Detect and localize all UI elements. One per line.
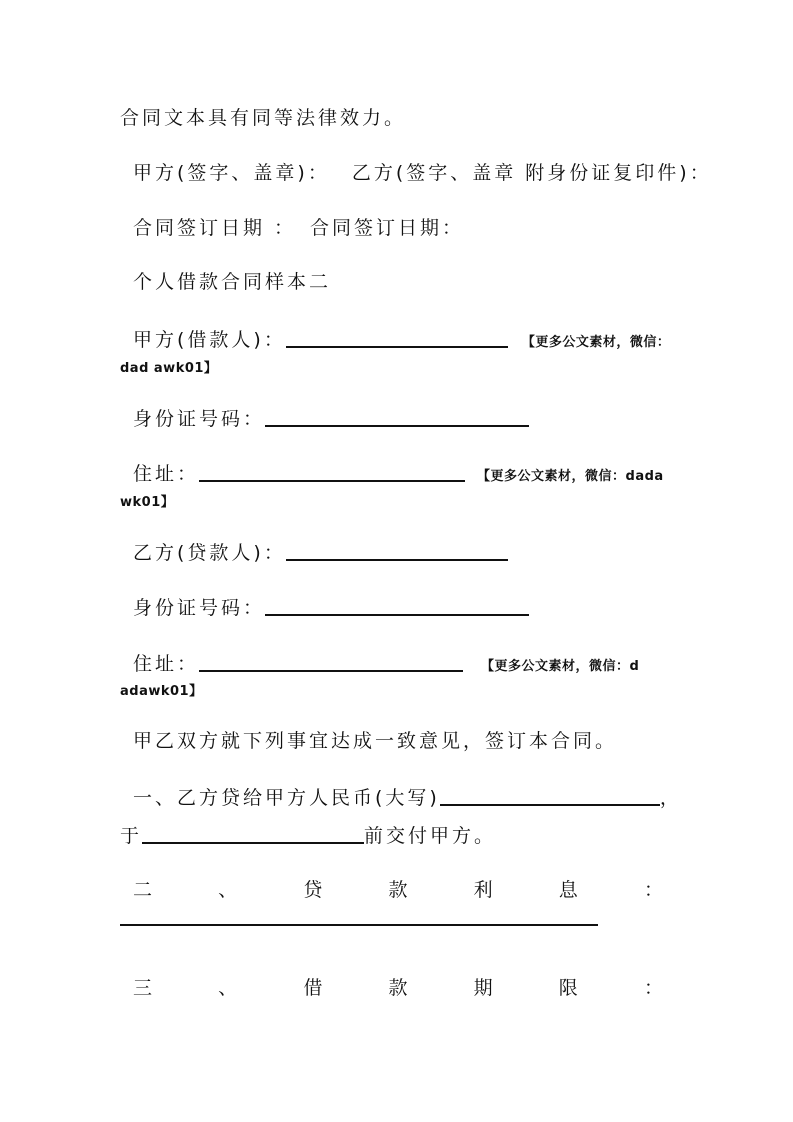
clause-3-char: 限 <box>558 977 578 999</box>
agreement-line: 甲乙双方就下列事宜达成一致意见，签订本合同。 <box>133 730 618 752</box>
borrower-address-note-tail: adawk01】 <box>120 684 203 699</box>
clause-1-text: 一、乙方贷给甲方人民币(大写) <box>133 787 440 809</box>
clause-2-heading <box>133 878 663 902</box>
clause-2-char: 利 <box>473 879 493 901</box>
clause-3-char: ： <box>643 977 663 999</box>
signature-line <box>133 161 712 185</box>
clause-2-char: 二 <box>133 879 153 901</box>
lender-note: 【更多公文素材，微信： <box>521 335 671 350</box>
clause-1-continuation <box>120 822 496 848</box>
lender-address-note: 【更多公文素材，微信：dada <box>477 469 664 484</box>
borrower-id-blank <box>265 594 529 616</box>
borrower-id-line <box>133 594 529 620</box>
borrower-address-note: 【更多公文素材，微信：d <box>481 659 640 674</box>
signing-date-line <box>133 216 464 240</box>
clause-3-char: 款 <box>388 977 408 999</box>
lender-id-line <box>133 405 529 431</box>
borrower-address-line <box>133 650 639 679</box>
lender-id-label: 身份证号码： <box>133 408 266 430</box>
party-b-signing-date-label: 合同签订日期： <box>310 217 465 239</box>
lender-label: 甲方(借款人)： <box>133 329 286 351</box>
party-b-signature-label: 乙方(签字、盖章 附身份证复印件)： <box>351 162 712 184</box>
amount-in-words-blank <box>440 784 660 806</box>
validity-line: 合同文本具有同等法律效力。 <box>120 107 407 129</box>
lender-address-line <box>133 460 664 489</box>
clause-2-char: 贷 <box>303 879 323 901</box>
borrower-address-label: 住址： <box>133 653 200 675</box>
lender-address-label: 住址： <box>133 463 200 485</box>
clause-1-comma: ， <box>659 787 682 809</box>
clause-1-continuation-start: 于 <box>120 825 143 847</box>
lender-address-blank <box>199 460 465 482</box>
interest-rate-blank <box>120 924 598 926</box>
delivery-date-blank <box>142 822 364 844</box>
clause-1-continuation-end: 前交付甲方。 <box>364 825 497 847</box>
clause-2-char: 、 <box>218 879 238 901</box>
lender-name-blank <box>286 326 508 348</box>
sample-title: 个人借款合同样本二 <box>133 271 332 293</box>
clause-2-char: 款 <box>388 879 408 901</box>
borrower-label: 乙方(贷款人)： <box>133 542 286 564</box>
clause-2-char: ： <box>643 879 663 901</box>
borrower-line <box>133 539 508 565</box>
clause-2-char: 息 <box>558 879 578 901</box>
borrower-id-label: 身份证号码： <box>133 597 266 619</box>
clause-3-char: 期 <box>473 977 493 999</box>
clause-3-char: 借 <box>303 977 323 999</box>
clause-3-heading <box>133 976 663 1000</box>
borrower-name-blank <box>286 539 508 561</box>
lender-address-note-tail: wk01】 <box>120 495 175 510</box>
party-a-signing-date-label: 合同签订日期 ： <box>133 217 297 239</box>
clause-1-line <box>133 784 682 810</box>
lender-line <box>133 326 670 355</box>
lender-note-tail: dad awk01】 <box>120 361 218 376</box>
lender-id-blank <box>265 405 529 427</box>
party-a-signature-label: 甲方(签字、盖章)： <box>133 162 330 184</box>
clause-3-char: 三 <box>133 977 153 999</box>
borrower-address-blank <box>199 650 463 672</box>
clause-3-char: 、 <box>218 977 238 999</box>
